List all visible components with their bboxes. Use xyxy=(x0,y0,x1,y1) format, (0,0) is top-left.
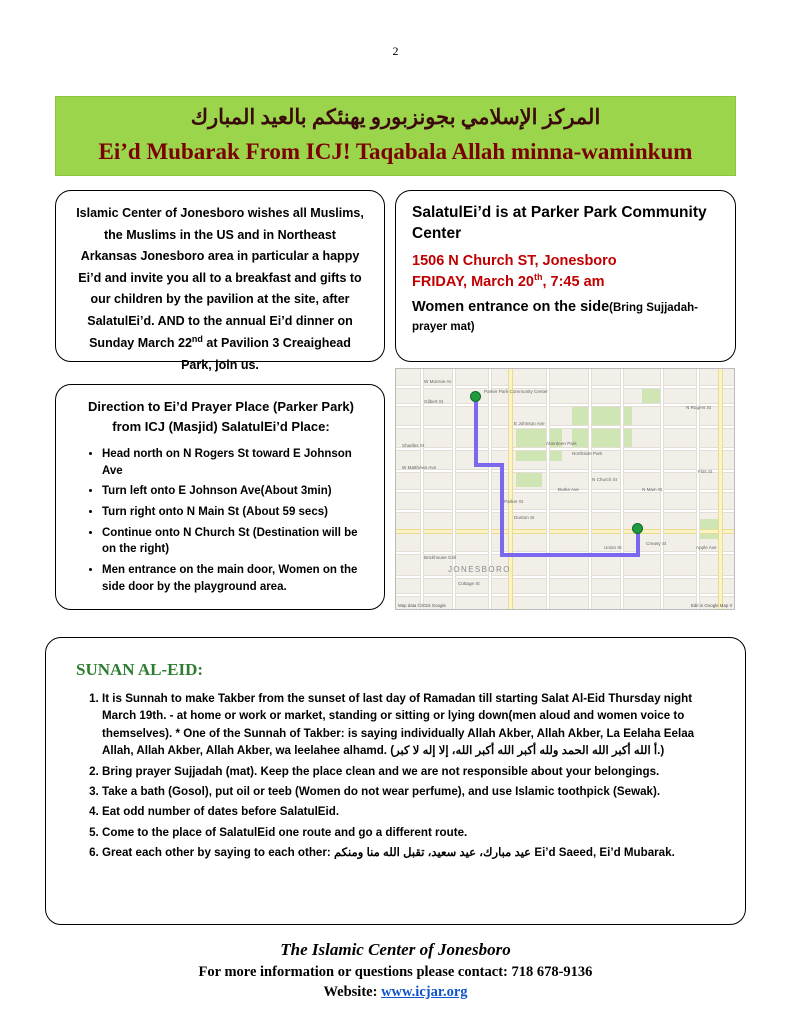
map-label: Aberdeen Park xyxy=(546,441,577,446)
map-label: Shadles St xyxy=(402,443,425,448)
event-datetime xyxy=(412,271,719,292)
directions-box xyxy=(55,384,385,610)
women-entrance-sub: (Bring Sujjadah- prayer mat) xyxy=(412,302,698,334)
event-datetime-part2: , 7:45 am xyxy=(542,273,605,290)
map-label: Apple Ave xyxy=(696,545,717,550)
event-venue: SalatulEi’d is at Parker Park Community Center xyxy=(412,204,707,242)
list-item: • Head north on N Rogers St toward E Johnson Ave xyxy=(102,446,368,479)
map-label: Dunton St xyxy=(514,515,535,520)
intro-text-part2: at Pavilion 3 Creaighead Park, join us. xyxy=(181,336,351,372)
map-road xyxy=(396,385,735,389)
list-item: 4. Eat odd number of dates before SalatulEid. xyxy=(102,803,723,820)
map-label: N Rogers St xyxy=(686,405,712,410)
map-pin-destination[interactable] xyxy=(632,523,643,534)
map-label: Northside Park xyxy=(572,451,603,456)
list-item: 2. Bring prayer Sujjadah (mat). Keep the place clean and we are not responsible about your belongings. xyxy=(102,763,723,780)
map-route-segment xyxy=(500,553,640,557)
map-road xyxy=(620,369,624,610)
map-attribution: Map data ©2015 Google xyxy=(398,603,446,608)
list-item: • Turn left onto E Johnson Ave(About 3min) xyxy=(102,483,368,500)
map-road xyxy=(396,403,735,407)
map-label: Flint St xyxy=(698,469,713,474)
map-label: E Johnson Ave xyxy=(514,421,545,426)
footer-org: The Islamic Center of Jonesboro xyxy=(280,940,511,959)
map-label: N Main St xyxy=(642,487,663,492)
map-label: Parker Park Community Center xyxy=(484,389,548,394)
page-number: 2 xyxy=(392,44,399,58)
map-label: Gilbert St xyxy=(424,399,444,404)
banner-arabic-text: المركز الإسلامي بجونزبورو يهنئكم بالعيد المبارك xyxy=(190,105,601,129)
intro-text-part1: Islamic Center of Jonesboro wishes all Muslims, the Muslims in the US and in Northeast Arkansas Jonesboro area in particular a happy Ei’d and invite you all to a breakfast and gifts to our children by the pavilion at the site, after SalatulEi’d. AND to the annual Ei’d dinner on Sunday March 22 xyxy=(76,206,364,351)
map-major-road xyxy=(718,369,723,610)
map-road xyxy=(396,447,735,451)
footer xyxy=(0,940,791,1001)
list-item: 1. It is Sunnah to make Takber from the sunset of last day of Ramadan till starting Salat Al-Eid Thursday night March 19th. - at home or work or market, standing or sitting or lying down(men aloud and women voice to themselves). * One of the Sunnah of Takber: is saying individually Allah Akber, Allah Akber, La Eelaha Eelaa Allah, Allah Akber, Allah Akber, wa leelahee alhamd. (أ الله أكبر الله الحمد ولله أكبر الله أكبر الله، إلا إله لا كبر.) xyxy=(102,690,723,760)
list-item: 5. Come to the place of SalatulEid one route and go a different route. xyxy=(102,824,723,841)
banner-english-text: Ei’d Mubarak From ICJ! Taqabala Allah minna-waminkum xyxy=(98,139,693,164)
intro-box xyxy=(55,190,385,372)
footer-contact: For more information or questions please contact: 718 678-9136 xyxy=(198,964,593,980)
footer-website xyxy=(0,984,791,1001)
intro-superscript: nd xyxy=(191,334,203,344)
sunan-title: SUNAN AL-EID: xyxy=(76,660,204,679)
route-map[interactable] xyxy=(395,368,735,610)
map-label: Cottage St xyxy=(458,581,480,586)
map-route-segment xyxy=(474,397,478,467)
map-pin-origin[interactable] xyxy=(470,391,481,402)
sunan-box xyxy=(45,637,746,925)
greeting-banner xyxy=(55,96,736,176)
map-road xyxy=(546,369,550,610)
map-road xyxy=(396,575,735,579)
map-road xyxy=(396,425,735,429)
map-road xyxy=(396,593,735,597)
list-item: • Men entrance on the main door, Women on the side door by the playground area. xyxy=(102,562,368,595)
map-road xyxy=(588,369,592,610)
map-report-link[interactable]: Edit in Google Map It xyxy=(690,603,732,608)
map-road xyxy=(396,469,735,473)
map-label: Burke Ave xyxy=(558,487,579,492)
map-road xyxy=(396,509,735,513)
intro-paragraph xyxy=(76,203,364,376)
map-city-label: JONESBORO xyxy=(448,565,511,574)
list-item: • Continue onto N Church St (Destination will be on the right) xyxy=(102,525,368,558)
map-label: N Church St xyxy=(592,477,618,482)
event-info-box xyxy=(395,190,736,362)
list-item: 3. Take a bath (Gosol), put oil or teeb (Women do not wear perfume), and use Islamic toothpick (Sewak). xyxy=(102,783,723,800)
map-label: Creasy St xyxy=(646,541,667,546)
footer-website-label: Website: xyxy=(323,984,382,1000)
list-item: 6. Great each other by saying to each other: عيد مبارك، عيد سعيد، تقبل الله منا ومنكم Ei’d Saeed, Ei’d Mubarak. xyxy=(102,844,723,861)
event-datetime-part1: FRIDAY, March 20 xyxy=(412,273,534,290)
event-address: 1506 N Church ST, Jonesboro xyxy=(412,252,617,269)
sunan-list xyxy=(76,690,723,862)
map-label: Union St xyxy=(604,545,622,550)
women-entrance-main: Women entrance on the side xyxy=(412,299,610,316)
map-label: Parker St xyxy=(504,499,524,504)
map-label: Brickhouse Grill xyxy=(424,555,457,560)
map-route-segment xyxy=(500,463,504,557)
directions-list xyxy=(74,446,368,595)
women-entrance-note xyxy=(412,298,719,336)
event-datetime-superscript: th xyxy=(533,272,543,283)
list-item: • Turn right onto N Main St (About 59 secs) xyxy=(102,504,368,521)
directions-title: Direction to Ei’d Prayer Place (Parker Park) from ICJ (Masjid) SalatulEi’d Place: xyxy=(88,399,354,434)
map-label: W Matthews Ave xyxy=(402,465,437,470)
map-road xyxy=(420,369,424,610)
map-label: W Monroe Av xyxy=(424,379,452,384)
map-major-road xyxy=(396,529,735,534)
website-link[interactable]: www.icjar.org xyxy=(381,984,468,1000)
